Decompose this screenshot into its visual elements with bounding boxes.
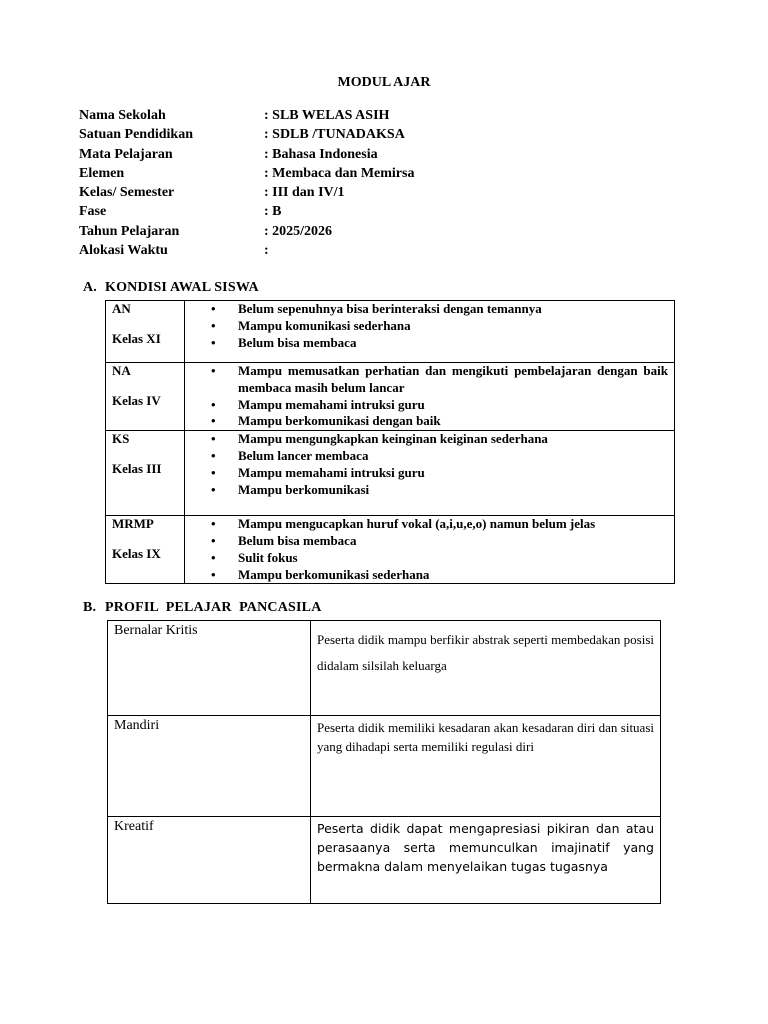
condition-list xyxy=(185,431,674,498)
info-value: : 2025/2026 xyxy=(264,223,333,239)
condition-item: • Mampu berkomunikasi dengan baik xyxy=(185,413,674,430)
condition-item: • Mampu berkomunikasi sederhana xyxy=(185,567,674,584)
kondisi-awal-table xyxy=(105,300,675,584)
student-cell xyxy=(106,363,185,431)
info-value: : III dan IV/1 xyxy=(264,185,345,201)
section-a-letter: A. xyxy=(83,280,98,295)
info-row xyxy=(79,222,414,241)
profile-row xyxy=(108,716,661,817)
profile-row xyxy=(108,621,661,716)
condition-item: • Belum bisa membaca xyxy=(185,533,674,550)
profil-pancasila-table xyxy=(107,620,661,904)
info-row xyxy=(79,106,414,125)
condition-item: • Mampu berkomunikasi xyxy=(185,482,674,499)
info-value: : xyxy=(264,243,269,259)
info-label: Nama Sekolah xyxy=(79,108,166,123)
condition-item: • Sulit fokus xyxy=(185,550,674,567)
student-class: Kelas III xyxy=(112,461,162,477)
info-row xyxy=(79,183,414,202)
profile-dimension: Mandiri xyxy=(108,716,311,817)
student-class: Kelas IX xyxy=(112,546,161,562)
condition-item: • Belum lancer membaca xyxy=(185,448,674,465)
profile-description: Peserta didik dapat mengapresiasi pikiran dan atau perasaanya serta memunculkan imajinatif yang bermakna dalam menyelaikan tugas tugasnya xyxy=(311,817,661,904)
profile-row xyxy=(108,817,661,904)
student-row xyxy=(106,516,675,584)
profile-dimension: Kreatif xyxy=(108,817,311,904)
student-code: NA xyxy=(112,363,131,378)
condition-item: • Mampu memahami intruksi guru xyxy=(185,465,674,482)
condition-item: • Belum bisa membaca xyxy=(185,335,674,352)
condition-item: • Belum sepenuhnya bisa berinteraksi dengan temannya xyxy=(185,301,674,318)
condition-item: • Mampu mengucapkan huruf vokal (a,i,u,e,o) namun belum jelas xyxy=(185,516,674,533)
info-row xyxy=(79,125,414,144)
condition-item: • Mampu memusatkan perhatian dan mengikuti pembelajaran dengan baik membaca masih belum lancar xyxy=(185,363,674,397)
condition-cell xyxy=(185,516,675,584)
info-label: Satuan Pendidikan xyxy=(79,127,193,143)
student-row xyxy=(106,363,675,431)
info-row xyxy=(79,145,414,164)
condition-cell xyxy=(185,301,675,363)
info-label: Fase xyxy=(79,204,107,220)
section-a-heading xyxy=(83,280,259,296)
info-row xyxy=(79,241,414,260)
condition-item: • Mampu komunikasi sederhana xyxy=(185,318,674,335)
condition-list xyxy=(185,363,674,430)
module-info-table xyxy=(79,106,414,260)
section-b-heading xyxy=(83,600,322,616)
condition-cell xyxy=(185,363,675,431)
info-label: Elemen xyxy=(79,165,125,181)
info-value: : SDLB /TUNADAKSA xyxy=(264,127,405,143)
info-label: Mata Pelajaran xyxy=(79,146,173,162)
info-value: : Bahasa Indonesia xyxy=(264,146,378,162)
condition-cell xyxy=(185,431,675,516)
student-class: Kelas IV xyxy=(112,393,161,408)
section-a-title: KONDISI AWAL SISWA xyxy=(105,280,259,295)
condition-item: • Mampu memahami intruksi guru xyxy=(185,397,674,414)
student-row xyxy=(106,301,675,363)
profile-description: Peserta didik mampu berfikir abstrak seperti membedakan posisi didalam silsilah keluarga xyxy=(311,621,661,716)
condition-list xyxy=(185,516,674,583)
info-row xyxy=(79,164,414,183)
section-b-letter: B. xyxy=(83,600,97,615)
info-row xyxy=(79,202,414,221)
profile-description: Peserta didik memiliki kesadaran akan kesadaran diri dan situasi yang dihadapi serta memiliki regulasi diri xyxy=(311,716,661,817)
student-code: KS xyxy=(112,431,130,447)
section-b-title: PROFIL PELAJAR PANCASILA xyxy=(105,600,322,615)
info-label: Tahun Pelajaran xyxy=(79,223,180,239)
info-value: : B xyxy=(264,204,282,220)
condition-list xyxy=(185,301,674,351)
student-code: AN xyxy=(112,301,131,316)
info-value: : Membaca dan Memirsa xyxy=(264,165,415,181)
profile-dimension: Bernalar Kritis xyxy=(108,621,311,716)
student-cell xyxy=(106,431,185,516)
info-label: Alokasi Waktu xyxy=(79,243,168,259)
student-cell xyxy=(106,301,185,363)
student-code: MRMP xyxy=(112,516,154,532)
document-title: MODUL AJAR xyxy=(337,75,431,90)
student-class: Kelas XI xyxy=(112,331,161,346)
info-label: Kelas/ Semester xyxy=(79,185,175,201)
info-value: : SLB WELAS ASIH xyxy=(264,108,390,123)
condition-item: • Mampu mengungkapkan keinginan keiginan sederhana xyxy=(185,431,674,448)
student-row xyxy=(106,431,675,516)
student-cell xyxy=(106,516,185,584)
